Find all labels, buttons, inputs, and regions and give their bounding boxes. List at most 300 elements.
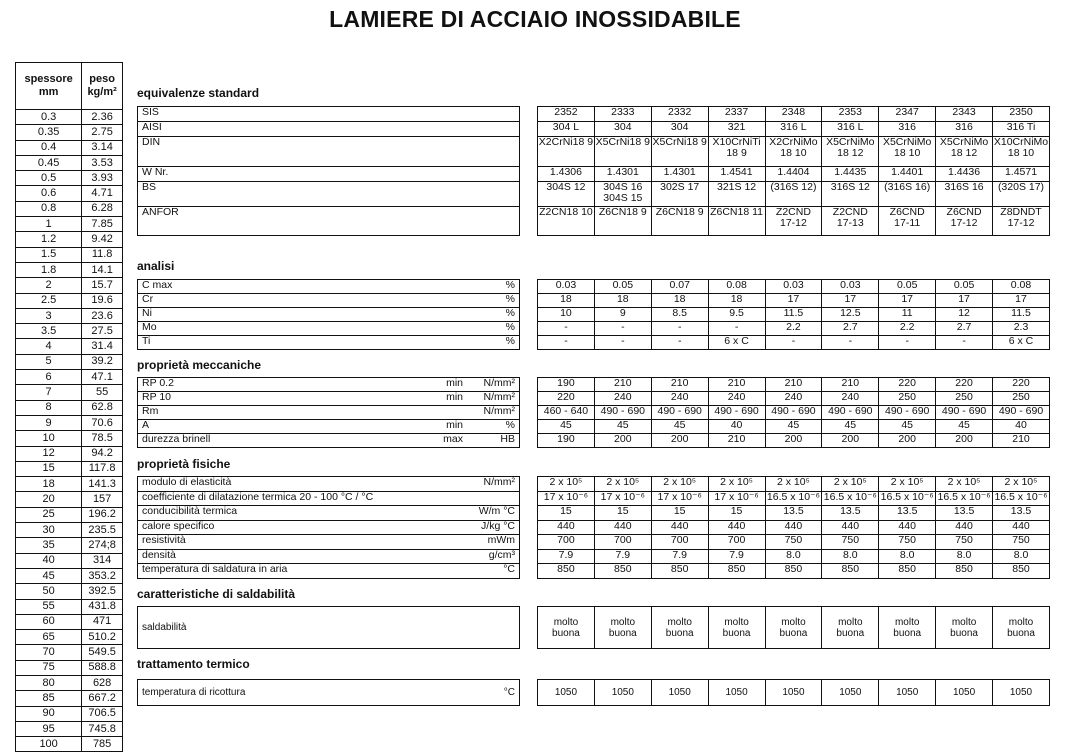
property-label: Rm [138, 406, 420, 420]
value-cell: 850 [993, 564, 1050, 579]
property-qualifier [419, 122, 467, 137]
table-row [16, 125, 123, 140]
value-cell: X10CrNiMo 18 10 [993, 137, 1050, 167]
property-qualifier [419, 535, 467, 550]
thickness-cell: 0.35 [16, 125, 82, 140]
property-qualifier [419, 564, 467, 579]
property-row [138, 434, 520, 448]
value-cell: 12.5 [822, 308, 879, 322]
weight-cell: 3.14 [82, 140, 123, 155]
value-cell: 850 [651, 564, 708, 579]
property-row [138, 549, 520, 564]
value-cell: 2350 [993, 107, 1050, 122]
value-cell: 210 [822, 378, 879, 392]
weight-cell: 19.6 [82, 293, 123, 308]
weight-cell: 78.5 [82, 431, 123, 446]
value-cell: molto buona [538, 607, 595, 649]
value-cell: Z2CND 17-13 [822, 207, 879, 236]
property-qualifier [419, 322, 467, 336]
weight-cell: 14.1 [82, 262, 123, 277]
value-cell: 45 [822, 420, 879, 434]
table-row [16, 675, 123, 690]
value-cell: 45 [936, 420, 993, 434]
value-row [538, 280, 1050, 294]
value-cell: 8.0 [993, 549, 1050, 564]
thickness-cell: 45 [16, 568, 82, 583]
value-cell: X5CrNi18 9 [651, 137, 708, 167]
value-cell: 2 x 10⁵ [594, 477, 651, 492]
table-row [16, 630, 123, 645]
value-cell: 250 [993, 392, 1050, 406]
weight-cell: 274;8 [82, 538, 123, 553]
value-row [538, 491, 1050, 506]
value-cell: 2352 [538, 107, 595, 122]
value-cell: 16.5 x 10⁻⁶ [765, 491, 822, 506]
thickness-cell: 6 [16, 370, 82, 385]
section-heading: proprietà fisiche [137, 457, 231, 471]
thickness-cell: 65 [16, 630, 82, 645]
property-row [138, 506, 520, 521]
value-cell: 9.5 [708, 308, 765, 322]
value-cell: 1.4541 [708, 167, 765, 182]
value-cell: 2347 [879, 107, 936, 122]
value-cell: 2333 [594, 107, 651, 122]
thickness-cell: 2.5 [16, 293, 82, 308]
value-cell: 8.0 [936, 549, 993, 564]
value-row [538, 308, 1050, 322]
value-cell: 8.5 [651, 308, 708, 322]
value-cell: - [594, 336, 651, 350]
thickness-cell: 7 [16, 385, 82, 400]
section-value-table [537, 476, 1050, 579]
thickness-weight-table [15, 62, 123, 752]
property-row [138, 294, 520, 308]
value-cell: 190 [538, 434, 595, 448]
value-cell: 2 x 10⁵ [879, 477, 936, 492]
weight-cell: 353.2 [82, 568, 123, 583]
value-cell: (320S 17) [993, 182, 1050, 207]
value-row [538, 122, 1050, 137]
weight-cell: 2.75 [82, 125, 123, 140]
weight-cell: 157 [82, 492, 123, 507]
weight-cell: 510.2 [82, 630, 123, 645]
value-cell: - [765, 336, 822, 350]
value-cell: 0.08 [708, 280, 765, 294]
property-row [138, 207, 520, 236]
thickness-cell: 10 [16, 431, 82, 446]
value-cell: 200 [936, 434, 993, 448]
weight-cell: 4.71 [82, 186, 123, 201]
value-cell: 850 [936, 564, 993, 579]
section-label-table [137, 279, 520, 350]
property-qualifier [419, 406, 467, 420]
thickness-cell: 1.8 [16, 262, 82, 277]
value-cell: 490 - 690 [765, 406, 822, 420]
value-cell: 1050 [765, 680, 822, 706]
value-cell: 16.5 x 10⁻⁶ [936, 491, 993, 506]
value-cell: 2 x 10⁵ [765, 477, 822, 492]
value-cell: 7.9 [538, 549, 595, 564]
property-unit: °C [467, 680, 520, 706]
value-cell: 45 [651, 420, 708, 434]
property-unit: °C [467, 564, 520, 579]
weight-cell: 9.42 [82, 232, 123, 247]
value-cell: 18 [708, 294, 765, 308]
property-label: resistività [138, 535, 420, 550]
weight-cell: 785 [82, 737, 123, 752]
property-label: saldabilità [138, 607, 420, 649]
property-label: DIN [138, 137, 420, 167]
value-cell: 17 [765, 294, 822, 308]
value-cell: 7.9 [708, 549, 765, 564]
table-row [16, 186, 123, 201]
value-cell: 0.05 [936, 280, 993, 294]
property-qualifier [419, 336, 467, 350]
table-row [16, 293, 123, 308]
weight-cell: 549.5 [82, 645, 123, 660]
section-label-table [137, 106, 520, 236]
value-cell: - [936, 336, 993, 350]
property-label: ANFOR [138, 207, 420, 236]
value-cell: 0.08 [993, 280, 1050, 294]
value-cell: 750 [879, 535, 936, 550]
weight-cell: 745.8 [82, 721, 123, 736]
table-row [16, 737, 123, 752]
property-unit [467, 491, 520, 506]
value-cell: 440 [879, 520, 936, 535]
value-cell: 2337 [708, 107, 765, 122]
weight-cell: 471 [82, 614, 123, 629]
value-cell: 304 L [538, 122, 595, 137]
property-label: Cr [138, 294, 420, 308]
property-unit: N/mm² [467, 392, 520, 406]
table-row [16, 584, 123, 599]
value-row [538, 549, 1050, 564]
weight-cell: 628 [82, 675, 123, 690]
table-row [16, 415, 123, 430]
value-cell: 440 [594, 520, 651, 535]
value-cell: 316 Ti [993, 122, 1050, 137]
table-row [16, 431, 123, 446]
value-cell: 1050 [651, 680, 708, 706]
value-cell: 750 [936, 535, 993, 550]
value-cell: 15 [651, 506, 708, 521]
value-cell: - [651, 322, 708, 336]
table-row [16, 614, 123, 629]
value-cell: 190 [538, 378, 595, 392]
value-cell: 0.03 [765, 280, 822, 294]
value-row [538, 564, 1050, 579]
value-cell: 6 x C [708, 336, 765, 350]
value-cell: 316S 12 [822, 182, 879, 207]
value-row [538, 207, 1050, 236]
value-cell: X5CrNiMo 18 12 [822, 137, 879, 167]
property-unit: J/kg °C [467, 520, 520, 535]
value-cell: X5CrNi18 9 [594, 137, 651, 167]
thickness-cell: 0.45 [16, 155, 82, 170]
value-cell: 17 x 10⁻⁶ [651, 491, 708, 506]
value-cell: 11.5 [765, 308, 822, 322]
value-cell: 240 [708, 392, 765, 406]
table-row [16, 308, 123, 323]
value-cell: 16.5 x 10⁻⁶ [993, 491, 1050, 506]
value-cell: 490 - 690 [651, 406, 708, 420]
value-cell: 13.5 [765, 506, 822, 521]
value-row [538, 107, 1050, 122]
thickness-cell: 35 [16, 538, 82, 553]
thickness-cell: 30 [16, 523, 82, 538]
value-cell: 0.05 [594, 280, 651, 294]
thickness-cell: 9 [16, 415, 82, 430]
table-row [16, 446, 123, 461]
value-cell: 17 [936, 294, 993, 308]
value-cell: X5CrNiMo 18 12 [936, 137, 993, 167]
property-label: durezza brinell [138, 434, 420, 448]
property-qualifier [419, 107, 467, 122]
value-cell: 0.07 [651, 280, 708, 294]
property-unit [467, 182, 520, 207]
property-unit [467, 167, 520, 182]
value-cell: 17 [993, 294, 1050, 308]
table-row [16, 660, 123, 675]
thickness-cell: 1.2 [16, 232, 82, 247]
value-cell: 220 [538, 392, 595, 406]
value-cell: 440 [765, 520, 822, 535]
value-cell: 490 - 690 [879, 406, 936, 420]
value-cell: - [651, 336, 708, 350]
weight-cell: 706.5 [82, 706, 123, 721]
value-row [538, 294, 1050, 308]
weight-cell: 7.85 [82, 217, 123, 232]
value-cell: Z6CND 17-12 [936, 207, 993, 236]
thickness-cell: 8 [16, 400, 82, 415]
value-cell: 1050 [879, 680, 936, 706]
table-row [16, 507, 123, 522]
value-row [538, 336, 1050, 350]
property-unit: % [467, 294, 520, 308]
weight-cell: 6.28 [82, 201, 123, 216]
thickness-cell: 20 [16, 492, 82, 507]
value-row [538, 137, 1050, 167]
value-cell: - [538, 322, 595, 336]
value-cell: 250 [936, 392, 993, 406]
value-cell: 304 [651, 122, 708, 137]
table-row [16, 201, 123, 216]
value-cell: 440 [822, 520, 879, 535]
weight-cell: 39.2 [82, 354, 123, 369]
value-cell: 13.5 [993, 506, 1050, 521]
value-cell: Z6CN18 9 [594, 207, 651, 236]
value-cell: 850 [538, 564, 595, 579]
value-row [538, 520, 1050, 535]
table-row [16, 721, 123, 736]
value-cell: 17 x 10⁻⁶ [538, 491, 595, 506]
value-cell: 220 [936, 378, 993, 392]
value-cell: 9 [594, 308, 651, 322]
value-cell: molto buona [879, 607, 936, 649]
value-cell: 12 [936, 308, 993, 322]
value-cell: 210 [708, 434, 765, 448]
thickness-cell: 90 [16, 706, 82, 721]
table-row [16, 278, 123, 293]
value-cell: 1050 [822, 680, 879, 706]
section-label-table [137, 606, 520, 649]
property-label: BS [138, 182, 420, 207]
property-row [138, 336, 520, 350]
thickness-cell: 25 [16, 507, 82, 522]
table-row [16, 599, 123, 614]
property-row [138, 607, 520, 649]
property-qualifier [419, 308, 467, 322]
value-row [538, 378, 1050, 392]
thickness-cell: 50 [16, 584, 82, 599]
thickness-cell: 0.6 [16, 186, 82, 201]
value-cell: 1.4306 [538, 167, 595, 182]
thickness-cell: 12 [16, 446, 82, 461]
property-label: SIS [138, 107, 420, 122]
value-cell: 1050 [993, 680, 1050, 706]
value-cell: 18 [594, 294, 651, 308]
section-value-table [537, 106, 1050, 236]
property-label: AISI [138, 122, 420, 137]
value-cell: - [708, 322, 765, 336]
value-cell: X2CrNiMo 18 10 [765, 137, 822, 167]
property-qualifier [419, 207, 467, 236]
thickness-cell: 4 [16, 339, 82, 354]
thickness-cell: 2 [16, 278, 82, 293]
value-cell: 200 [879, 434, 936, 448]
value-cell: Z2CND 17-12 [765, 207, 822, 236]
value-cell: 210 [651, 378, 708, 392]
table-row [16, 568, 123, 583]
property-unit [467, 122, 520, 137]
value-cell: 2 x 10⁵ [993, 477, 1050, 492]
table-row [16, 400, 123, 415]
value-cell: molto buona [765, 607, 822, 649]
value-cell: 17 x 10⁻⁶ [594, 491, 651, 506]
value-cell: 200 [822, 434, 879, 448]
property-qualifier: min [419, 392, 467, 406]
value-cell: 1.4435 [822, 167, 879, 182]
property-qualifier [419, 549, 467, 564]
thickness-cell: 55 [16, 599, 82, 614]
value-cell: 1050 [708, 680, 765, 706]
value-cell: 45 [594, 420, 651, 434]
section-label-table [137, 476, 520, 579]
thickness-header-row [16, 63, 123, 110]
property-label: Ti [138, 336, 420, 350]
property-label: A [138, 420, 420, 434]
value-cell: 240 [651, 392, 708, 406]
property-unit: N/mm² [467, 477, 520, 492]
property-unit [467, 137, 520, 167]
value-cell: 16.5 x 10⁻⁶ [822, 491, 879, 506]
value-cell: 2.3 [993, 322, 1050, 336]
value-row [538, 434, 1050, 448]
value-cell: 17 [822, 294, 879, 308]
value-cell: 304 [594, 122, 651, 137]
value-cell: 440 [708, 520, 765, 535]
weight-cell: 3.53 [82, 155, 123, 170]
section-heading: caratteristiche di saldabilità [137, 587, 296, 601]
property-unit: HB [467, 434, 520, 448]
weight-cell: 196.2 [82, 507, 123, 522]
property-label: Ni [138, 308, 420, 322]
value-cell: - [879, 336, 936, 350]
value-cell: 210 [708, 378, 765, 392]
property-unit: mWm [467, 535, 520, 550]
weight-cell: 235.5 [82, 523, 123, 538]
table-row [16, 492, 123, 507]
property-unit: N/mm² [467, 378, 520, 392]
thickness-cell: 5 [16, 354, 82, 369]
table-row [16, 155, 123, 170]
value-cell: 18 [651, 294, 708, 308]
value-cell: 210 [765, 378, 822, 392]
thickness-cell: 100 [16, 737, 82, 752]
value-row [538, 322, 1050, 336]
value-cell: 440 [651, 520, 708, 535]
value-cell: 17 [879, 294, 936, 308]
value-cell: 0.05 [879, 280, 936, 294]
section-value-table [537, 679, 1050, 706]
value-cell: 850 [594, 564, 651, 579]
value-cell: 1050 [936, 680, 993, 706]
value-cell: 2.7 [822, 322, 879, 336]
value-row [538, 506, 1050, 521]
value-cell: molto buona [594, 607, 651, 649]
property-row [138, 535, 520, 550]
property-unit: % [467, 308, 520, 322]
property-label: C max [138, 280, 420, 294]
weight-cell: 27.5 [82, 324, 123, 339]
thickness-cell: 0.3 [16, 110, 82, 125]
property-qualifier [419, 280, 467, 294]
value-cell: 700 [651, 535, 708, 550]
value-cell: 490 - 690 [822, 406, 879, 420]
thickness-cell: 0.5 [16, 171, 82, 186]
header-line: mm [38, 86, 59, 98]
property-qualifier [419, 491, 467, 506]
value-cell: 40 [708, 420, 765, 434]
property-row [138, 137, 520, 167]
value-cell: 7.9 [594, 549, 651, 564]
value-cell: 700 [594, 535, 651, 550]
property-row [138, 406, 520, 420]
section-label-table [137, 377, 520, 448]
table-row [16, 247, 123, 262]
property-row [138, 122, 520, 137]
thickness-cell: 1.5 [16, 247, 82, 262]
property-row [138, 392, 520, 406]
thickness-cell: 0.8 [16, 201, 82, 216]
value-cell: 2 x 10⁵ [936, 477, 993, 492]
weight-cell: 314 [82, 553, 123, 568]
value-cell: 15 [594, 506, 651, 521]
value-cell: 316 [879, 122, 936, 137]
value-cell: 2.2 [879, 322, 936, 336]
value-cell: - [538, 336, 595, 350]
thickness-cell: 0.4 [16, 140, 82, 155]
value-cell: 440 [936, 520, 993, 535]
weight-cell: 141.3 [82, 477, 123, 492]
weight-cell: 117.8 [82, 461, 123, 476]
table-row [16, 706, 123, 721]
value-cell: 850 [765, 564, 822, 579]
value-cell: 2343 [936, 107, 993, 122]
value-cell: X5CrNiMo 18 10 [879, 137, 936, 167]
value-cell: 1.4301 [594, 167, 651, 182]
